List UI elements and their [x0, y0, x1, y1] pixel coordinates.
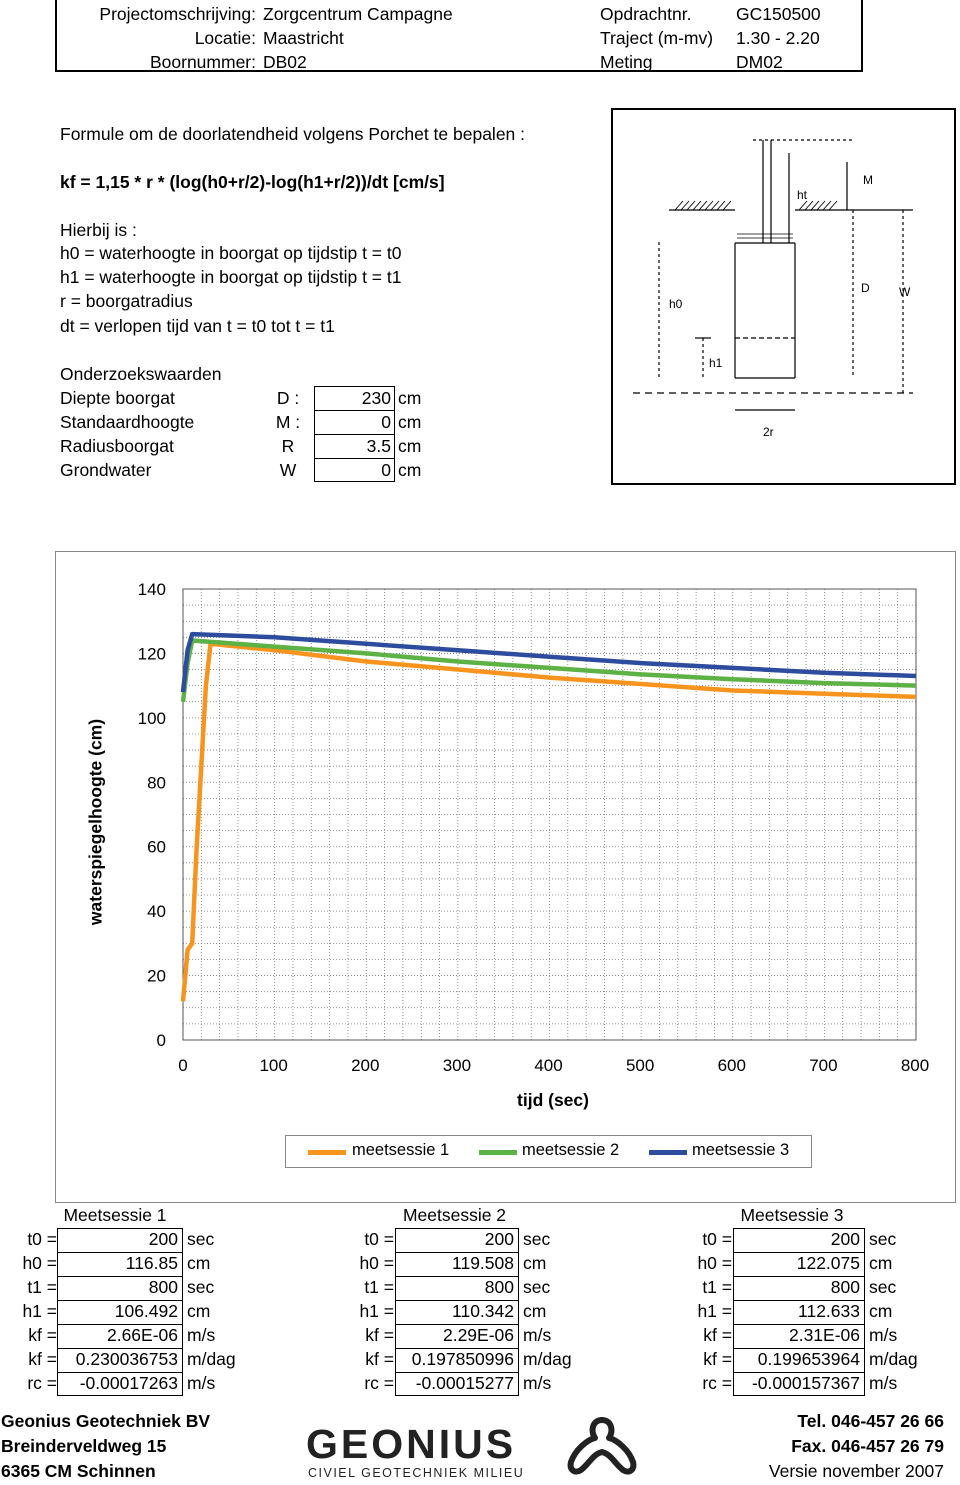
session-row-divider	[733, 1276, 865, 1277]
geonius-logo-icon	[563, 1414, 641, 1480]
session-row-value: 110.342	[452, 1301, 514, 1321]
investigation-value: 0	[381, 460, 391, 480]
investigation-label: Diepte boorgat	[60, 388, 175, 408]
investigation-symbol: R	[281, 436, 295, 456]
session-row-label: t1 =	[702, 1277, 732, 1297]
session-row-value: -0.000157367	[751, 1373, 860, 1393]
session-row-divider	[57, 1276, 183, 1277]
investigation-label: Radiusboorgat	[60, 436, 174, 456]
chart-x-tick-label: 100	[259, 1056, 288, 1075]
session-row-unit: m/s	[523, 1325, 552, 1345]
footer-company: Geonius Geotechniek BV	[1, 1411, 211, 1431]
investigation-label: Standaardhoogte	[60, 412, 195, 432]
session-row-value: 0.230036753	[75, 1349, 178, 1369]
investigation-value: 3.5	[366, 436, 391, 456]
session-row-value: 2.31E-06	[788, 1325, 860, 1345]
diagram-label-d: D	[861, 281, 870, 295]
session-row-value: 200	[484, 1229, 514, 1249]
definition-dt: dt = verlopen tijd van t = t0 tot t = t1	[60, 316, 335, 336]
investigation-unit: cm	[398, 388, 422, 408]
session-row-value: -0.00017263	[79, 1373, 178, 1393]
diagram-label-h0: h0	[669, 297, 683, 311]
investigation-unit: cm	[398, 460, 422, 480]
traject-value: 1.30 - 2.20	[736, 28, 820, 48]
chart-x-tick-label: 500	[625, 1056, 655, 1075]
session-row-divider	[733, 1300, 865, 1301]
session-row-divider	[733, 1324, 865, 1325]
legend-label-2: meetsessie 2	[522, 1141, 620, 1159]
chart-x-axis-label: tijd (sec)	[517, 1090, 589, 1110]
session-row-label: t0 =	[364, 1229, 394, 1249]
footer-tel: Tel. 046-457 26 66	[797, 1411, 944, 1431]
chart-y-tick-label: 120	[137, 644, 166, 664]
session-row-value: 2.29E-06	[442, 1325, 514, 1345]
session-row-unit: cm	[523, 1301, 547, 1321]
session-row-label: kf =	[365, 1349, 394, 1369]
session-row-value: 106.492	[114, 1301, 178, 1321]
session-title-2: Meetsessie 2	[402, 1205, 507, 1225]
diagram-label-ht: ht	[797, 188, 808, 202]
session-row-unit: m/dag	[869, 1349, 918, 1369]
opdrachtnr-label: Opdrachtnr.	[600, 4, 692, 24]
session-row-label: kf =	[28, 1349, 57, 1369]
session-row-label: t1 =	[27, 1277, 57, 1297]
session-row-value: -0.00015277	[415, 1373, 514, 1393]
session-row-divider	[395, 1276, 519, 1277]
definition-h0: h0 = waterhoogte in boorgat op tijdstip t = t0	[60, 243, 402, 263]
diagram-label-2r: 2r	[763, 425, 774, 439]
session-row-unit: sec	[523, 1229, 551, 1249]
session-row-divider	[395, 1348, 519, 1349]
session-row-label: h1 =	[22, 1301, 57, 1321]
chart-x-tick-label: 0	[178, 1056, 188, 1075]
footer-versie: Versie november 2007	[768, 1461, 944, 1481]
legend-label-3: meetsessie 3	[692, 1141, 790, 1159]
chart-x-tick-label: 800	[900, 1056, 930, 1075]
chart-y-tick-label: 80	[147, 773, 166, 793]
chart-x-tick-label: 600	[717, 1056, 746, 1075]
session-row-unit: cm	[869, 1253, 893, 1273]
session-row-unit: cm	[187, 1301, 211, 1321]
session-row-value: 116.85	[125, 1253, 178, 1273]
chart-x-tick-label: 300	[442, 1056, 472, 1075]
session-row-divider	[395, 1300, 519, 1301]
chart-y-tick-label: 0	[156, 1031, 166, 1050]
session-row-value: 200	[148, 1229, 178, 1249]
session-row-divider	[57, 1348, 183, 1349]
projectomschrijving-value: Zorgcentrum Campagne	[263, 4, 453, 24]
session-row-divider	[57, 1324, 183, 1325]
session-row-label: kf =	[703, 1325, 732, 1345]
session-row-label: h1 =	[697, 1301, 732, 1321]
session-row-label: kf =	[28, 1325, 57, 1345]
session-row-value: 0.199653964	[757, 1349, 860, 1369]
session-row-divider	[733, 1372, 865, 1373]
formula-hierbij: Hierbij is :	[60, 220, 137, 240]
investigation-title: Onderzoekswaarden	[60, 364, 222, 384]
session-row-value: 2.66E-06	[106, 1325, 178, 1345]
boornummer-value: DB02	[263, 52, 307, 72]
investigation-value: 0	[381, 412, 391, 432]
session-row-value: 0.197850996	[411, 1349, 514, 1369]
session-row-divider	[57, 1372, 183, 1373]
formula-equation: kf = 1,15 * r * (log(h0+r/2)-log(h1+r/2))/dt [cm/s]	[60, 172, 445, 192]
investigation-symbol: D :	[276, 388, 300, 408]
session-row-label: rc =	[27, 1373, 57, 1393]
chart-x-tick-label: 700	[809, 1056, 838, 1075]
session-row-label: t1 =	[364, 1277, 394, 1297]
session-row-value: 800	[484, 1277, 514, 1297]
definition-r: r = boorgatradius	[60, 291, 193, 311]
footer-city: 6365 CM Schinnen	[1, 1461, 156, 1481]
session-row-unit: m/dag	[523, 1349, 572, 1369]
definition-h1: h1 = waterhoogte in boorgat op tijdstip t = t1	[60, 267, 402, 287]
legend-swatch-3	[649, 1150, 687, 1155]
chart-y-tick-label: 40	[147, 902, 166, 922]
investigation-symbol: W	[279, 460, 297, 480]
chart-x-tick-label: 200	[351, 1056, 380, 1075]
boornummer-label: Boornummer:	[149, 52, 256, 72]
session-row-label: kf =	[703, 1349, 732, 1369]
session-row-unit: sec	[869, 1277, 897, 1297]
session-row-unit: sec	[523, 1277, 551, 1297]
session-row-unit: m/s	[187, 1373, 216, 1393]
investigation-symbol: M :	[275, 412, 301, 432]
session-row-divider	[395, 1324, 519, 1325]
session-row-label: h0 =	[22, 1253, 57, 1273]
formula-intro: Formule om de doorlatendheid volgens Porchet te bepalen :	[60, 124, 526, 144]
session-row-divider	[57, 1252, 183, 1253]
session-row-unit: cm	[523, 1253, 547, 1273]
investigation-unit: cm	[398, 412, 422, 432]
session-row-label: kf =	[365, 1325, 394, 1345]
footer-street: Breinderveldweg 15	[1, 1436, 167, 1456]
projectomschrijving-label: Projectomschrijving:	[99, 4, 256, 24]
investigation-value: 230	[361, 388, 391, 408]
footer-logo-text: GEONIUS	[306, 1421, 517, 1467]
opdrachtnr-value: GC150500	[736, 4, 821, 24]
session-row-label: h0 =	[697, 1253, 732, 1273]
session-row-value: 122.075	[796, 1253, 860, 1273]
chart-y-tick-label: 100	[137, 708, 166, 728]
session-row-label: h1 =	[359, 1301, 394, 1321]
session-row-value: 112.633	[798, 1301, 860, 1321]
session-title-3: Meetsessie 3	[740, 1205, 844, 1225]
investigation-label: Grondwater	[60, 460, 152, 480]
session-row-unit: m/s	[523, 1373, 552, 1393]
session-row-divider	[395, 1372, 519, 1373]
session-row-unit: m/s	[869, 1373, 898, 1393]
session-row-divider	[733, 1348, 865, 1349]
legend-swatch-2	[479, 1150, 517, 1155]
session-title-1: Meetsessie 1	[63, 1205, 167, 1225]
investigation-unit: cm	[398, 436, 422, 456]
diagram-label-w: W	[899, 285, 911, 299]
session-row-unit: cm	[869, 1301, 893, 1321]
session-row-unit: m/dag	[187, 1349, 236, 1369]
chart-y-tick-label: 20	[147, 966, 166, 986]
session-row-label: rc =	[364, 1373, 394, 1393]
chart-y-axis-label: waterspiegelhoogte (cm)	[85, 718, 106, 926]
session-row-value: 800	[148, 1277, 178, 1297]
session-row-value: 200	[830, 1229, 860, 1249]
chart-x-tick-label: 400	[534, 1056, 563, 1075]
session-row-value: 800	[830, 1277, 860, 1297]
session-row-unit: sec	[869, 1229, 897, 1249]
footer-fax: Fax. 046-457 26 79	[791, 1436, 944, 1456]
session-row-label: t0 =	[27, 1229, 57, 1249]
diagram-label-h1: h1	[709, 356, 723, 370]
session-row-label: t0 =	[702, 1229, 732, 1249]
session-row-unit: m/s	[869, 1325, 898, 1345]
legend-label-1: meetsessie 1	[352, 1141, 450, 1159]
locatie-label: Locatie:	[194, 28, 256, 48]
session-row-label: rc =	[702, 1373, 732, 1393]
session-row-value: 119.508	[452, 1253, 514, 1273]
session-row-label: h0 =	[359, 1253, 394, 1273]
traject-label: Traject (m-mv)	[600, 28, 714, 48]
meting-value: DM02	[736, 52, 783, 72]
session-row-unit: cm	[187, 1253, 211, 1273]
locatie-value: Maastricht	[263, 28, 344, 48]
session-row-divider	[395, 1252, 519, 1253]
legend-swatch-1	[308, 1150, 346, 1155]
chart-y-tick-label: 60	[147, 837, 166, 857]
chart-y-tick-label: 140	[137, 580, 166, 599]
session-row-unit: sec	[187, 1229, 215, 1249]
session-row-unit: m/s	[187, 1325, 216, 1345]
session-row-divider	[733, 1252, 865, 1253]
meting-label: Meting	[600, 52, 653, 72]
session-row-unit: sec	[187, 1277, 215, 1297]
diagram-label-m: M	[863, 173, 873, 187]
footer-logo-subtitle: CIVIEL GEOTECHNIEK MILIEU	[308, 1466, 525, 1480]
session-row-divider	[57, 1300, 183, 1301]
